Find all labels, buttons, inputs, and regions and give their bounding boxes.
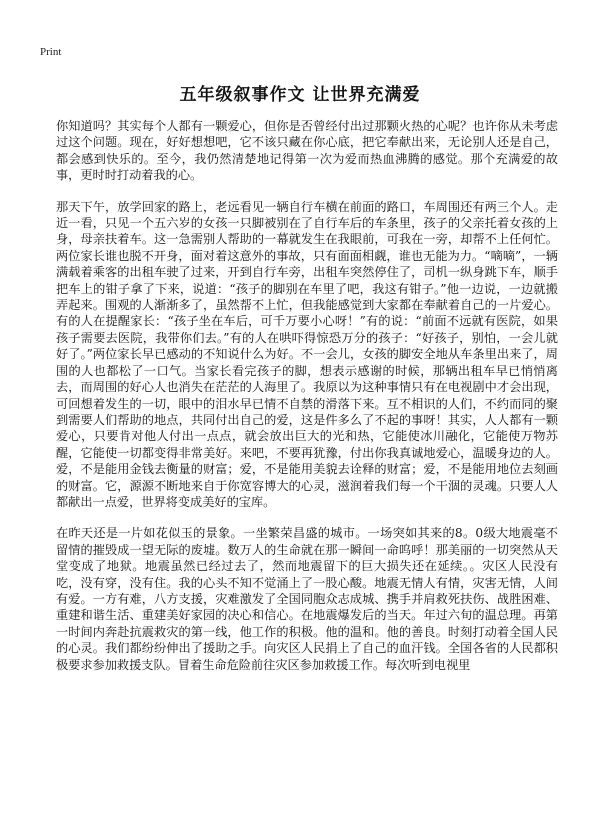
paragraph-earthquake: 在昨天还是一片如花似玉的景象。一坐繁荣昌盛的城市。一场突如其来的8。0级大地震毫不留情的摧毁成一望无际的废墟。数万人的生命就在那一瞬间一命呜呼！那美丽的一切突然从天堂变成了地狱。地震虽然已经过去了，然而地震留下的巨大损失还在延续。。灾区人民没有吃，没有穿，没有住。我的心头不知不觉涌上了一股心酸。地震无情人有情，灾害无情，人间有爱。一方有难，八方支援，灾难激发了全国同胞众志成城、携手并肩救死扶伤、战胜困难、重建和谐生活、重建美好家园的决心和信心。在地震爆发后的当天。年过六旬的温总理。再第一时间内奔赴抗震救灾的第一线，他工作的积极。他的温和。他的善良。时刻打动着全国人民的心灵。我们都纷纷伸出了援助之手。向灾区人民捐上了自己的血汗钱。全国各省的人民都积极要求参加救援支队。冒着生命危险前往灾区参加救援工作。每次听到电视里 [56, 526, 558, 672]
article-body [56, 118, 558, 688]
print-link[interactable]: Print [40, 46, 62, 58]
paragraph-intro: 你知道吗？其实每个人都有一颗爱心，但你是否曾经付出过那颗火热的心呢？也许你从未考虑过这个问题。现在，好好想想吧，它不该只藏在你心底，把它奉献出来，无论别人还是自己，都会感到快乐的。至今，我仍然清楚地记得第一次为爱而热血沸腾的感觉。那个充满爱的故事，更时时打动着我的心。 [56, 119, 558, 183]
page-title: 五年级叙事作文 让世界充满爱 [179, 85, 421, 105]
paragraph-story: 那天下午，放学回家的路上，老远看见一辆自行车横在前面的路口，车周围还有两三个人。走近一看，只见一个五六岁的女孩一只脚被别在了自行车后的车条里，孩子的父亲托着女孩的上身，母亲扶着车。这一急需别人帮助的一幕就发生在我眼前，可我在一旁，却帮不上任何忙。两位家长谁也脱不开身，面对着这意外的事故，只有面面相觑，谁也无能为力。“嘀嘀”，一辆满载着乘客的出租车驶了过来，开到自行车旁，出租车突然停住了，司机一纵身跳下车，顺手把车上的钳子拿了下来，说道：“孩子的脚别在车里了吧，我这有钳子。”他一边说，一边就搬弄起来。围观的人渐渐多了，虽然帮不上忙，但我能感觉到大家都在奉献着自己的一片爱心。有的人在提醒家长：“孩子坐在车后，可千万要小心呀！”有的说：“前面不远就有医院，如果孩子需要去医院，我带你们去。”有的人在哄吓得惊恐万分的孩子：“好孩子，别怕，一会儿就好了。”两位家长早已感动的不知说什么为好。不一会儿，女孩的脚安全地从车条里出来了，周围的人也都松了一口气。当家长看完孩子的脚，想表示感谢的时候，那辆出租车早已悄悄离去，而周围的好心人也消失在茫茫的人海里了。我原以为这种事情只有在电视剧中才会出现，可回想着发生的一切，眼中的泪水早已情不自禁的滑落下来。互不相识的人们，不约而同的聚到需要人们帮助的地点，共同付出自己的爱，这是件多么了不起的事呀！其实，人人都有一颗爱心，只要肯对他人付出一点点，就会放出巨大的光和热，它能使冰川融化，它能使万物苏醒，它能使一切都变得非常美好。来吧，不要再犹豫，付出你我真诚地爱心，温暖身边的人。爱，不是能用金钱去衡量的财富；爱，不是能用美貌去诠释的财富；爱，不是能用地位去刻画的财富。它，源源不断地来自于你宽容博大的心灵，滋润着我们每一个干涸的灵魂。只要人人都献出一点爱，世界将变成美好的宝库。 [56, 199, 558, 509]
